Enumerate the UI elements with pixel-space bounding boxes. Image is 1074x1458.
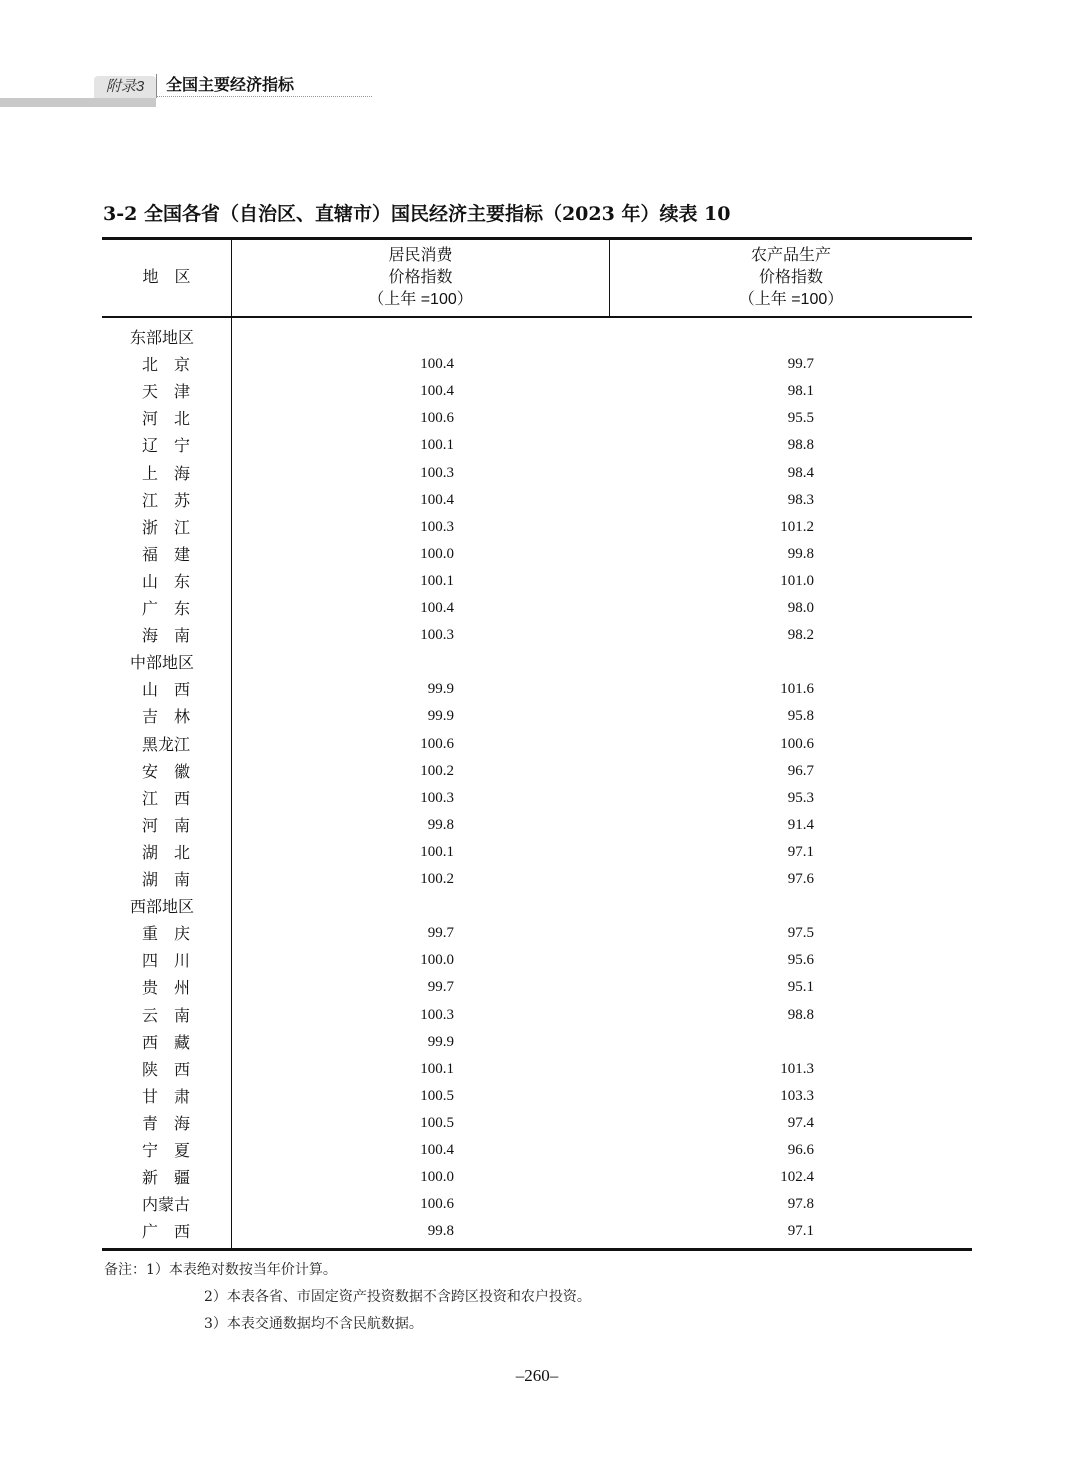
table-row (102, 1218, 972, 1245)
region-name: 上 海 (141, 463, 190, 483)
ppi-value: 97.6 (787, 871, 814, 887)
cpi-value: 100.4 (420, 356, 454, 373)
region-name: 青 海 (141, 1113, 190, 1133)
region-name: 陕 西 (141, 1059, 190, 1079)
region-name: 广 东 (141, 599, 190, 618)
cpi-value: 100.2 (420, 762, 454, 779)
region-name: 江 苏 (141, 490, 190, 510)
cpi-value: 100.1 (420, 1060, 454, 1077)
table-row (102, 920, 972, 947)
ppi-value: 101.3 (780, 1060, 814, 1077)
region-name: 河 北 (141, 409, 190, 429)
column-header-region-label: 地 区 (142, 269, 191, 286)
cpi-value: 100.6 (420, 1196, 454, 1213)
ppi-value: 95.6 (787, 952, 814, 969)
ppi-value: 98.4 (787, 464, 814, 481)
ppi-value: 97.1 (787, 843, 814, 860)
region-name: 黑龙江 (141, 734, 190, 754)
cpi-value: 100.4 (420, 491, 454, 508)
table-group-row (102, 649, 972, 676)
note-line: 3）本表交通数据均不含民航数据。 (204, 1316, 423, 1332)
appendix-label: 附录3 (94, 76, 156, 98)
table-title: 3-2 全国各省（自治区、直辖市）国民经济主要指标（2023 年）续表 10 (103, 203, 731, 225)
region-name: 宁 夏 (141, 1141, 190, 1160)
ppi-value: 91.4 (787, 816, 814, 833)
table-row (102, 460, 972, 487)
region-name: 西 藏 (141, 1032, 190, 1052)
ppi-value: 97.4 (787, 1114, 814, 1131)
ppi-value: 97.5 (787, 925, 814, 942)
region-name: 贵 州 (141, 978, 190, 998)
table-row (102, 432, 972, 459)
ppi-value: 97.8 (787, 1196, 814, 1213)
column-header-ppi-line: 农产品生产 (750, 247, 831, 264)
running-header (0, 72, 372, 112)
table-row (102, 974, 972, 1001)
ppi-value: 99.8 (787, 545, 814, 562)
table-row (102, 1110, 972, 1137)
ppi-value: 98.8 (787, 437, 814, 454)
cpi-value: 100.4 (420, 600, 454, 616)
table-group-row (102, 324, 972, 351)
table-row (102, 1083, 972, 1110)
cpi-value: 100.1 (420, 843, 454, 860)
table-row (102, 1164, 972, 1191)
page-number: –260– (515, 1366, 559, 1385)
cpi-value: 100.6 (420, 410, 454, 427)
ppi-value: 95.1 (787, 979, 814, 996)
table-row (102, 622, 972, 649)
table-row (102, 405, 972, 432)
table-row (102, 487, 972, 514)
column-header-cpi-line: 价格指数 (388, 269, 453, 286)
region-name: 吉 林 (141, 707, 190, 727)
ppi-value: 95.8 (787, 708, 814, 725)
column-header-ppi-line: （上年 =100） (738, 291, 844, 308)
region-name: 山 东 (141, 571, 190, 591)
region-name: 广 西 (141, 1222, 190, 1242)
table-row (102, 703, 972, 730)
ppi-value: 98.1 (787, 383, 814, 400)
table-row (102, 1137, 972, 1164)
ppi-value: 103.3 (780, 1087, 814, 1104)
cpi-value: 100.0 (420, 952, 454, 969)
table-row (102, 1191, 972, 1218)
ppi-value: 95.5 (787, 410, 814, 427)
cpi-value: 100.0 (420, 1169, 454, 1186)
region-name: 辽 宁 (141, 436, 190, 456)
column-header-cpi (232, 240, 609, 316)
table-group-row (102, 893, 972, 920)
table-row (102, 1056, 972, 1083)
cpi-value: 99.9 (427, 1033, 454, 1050)
cpi-value: 100.5 (420, 1114, 454, 1131)
header-bar (0, 98, 156, 107)
ppi-value: 99.7 (787, 356, 814, 373)
cpi-value: 99.7 (427, 979, 454, 996)
region-name: 天 津 (141, 382, 190, 402)
ppi-value: 101.0 (780, 572, 814, 589)
region-name: 云 南 (141, 1005, 190, 1025)
region-name: 西部地区 (130, 897, 195, 917)
cpi-value: 99.8 (427, 1223, 454, 1240)
column-header-ppi-line: 价格指数 (758, 269, 823, 286)
region-name: 新 疆 (141, 1168, 190, 1188)
cpi-value: 100.1 (420, 572, 454, 589)
cpi-value: 100.2 (420, 871, 454, 887)
note-line: 2）本表各省、市固定资产投资数据不含跨区投资和农户投资。 (204, 1289, 591, 1305)
cpi-value: 100.3 (420, 464, 454, 481)
table-row (102, 812, 972, 839)
ppi-value: 96.6 (787, 1142, 814, 1158)
cpi-value: 100.3 (420, 627, 454, 644)
ppi-value: 100.6 (780, 735, 814, 752)
region-name: 安 徽 (141, 761, 190, 781)
table-row (102, 1002, 972, 1029)
column-header-cpi-line: （上年 =100） (368, 291, 473, 308)
ppi-value: 97.1 (787, 1223, 814, 1240)
ppi-value: 98.3 (787, 491, 814, 508)
table-header-rule (102, 316, 972, 318)
region-name: 重 庆 (141, 924, 190, 944)
ppi-value: 98.8 (787, 1006, 814, 1023)
region-name: 浙 江 (141, 517, 190, 537)
region-name: 东部地区 (130, 328, 195, 347)
cpi-value: 100.1 (420, 437, 454, 454)
cpi-value: 100.6 (420, 735, 454, 752)
cpi-value: 100.3 (420, 518, 454, 535)
region-name: 北 京 (141, 355, 190, 375)
table-row (102, 378, 972, 405)
table-row (102, 351, 972, 378)
header-divider (156, 74, 157, 98)
region-name: 四 川 (141, 951, 190, 971)
region-name: 海 南 (141, 626, 190, 646)
table-row (102, 866, 972, 893)
table-row (102, 595, 972, 622)
ppi-value: 102.4 (780, 1169, 814, 1186)
column-header-cpi-line: 居民消费 (388, 247, 453, 264)
cpi-value: 100.3 (420, 789, 454, 806)
table-row (102, 758, 972, 785)
region-name: 湖 南 (141, 870, 190, 889)
region-name: 江 西 (141, 788, 190, 808)
section-title: 全国主要经济指标 (166, 77, 295, 94)
cpi-value: 100.0 (420, 545, 454, 562)
table-row (102, 514, 972, 541)
region-name: 山 西 (141, 680, 190, 700)
table-row (102, 731, 972, 758)
header-dotted-rule (156, 96, 372, 97)
ppi-value: 95.3 (787, 789, 814, 806)
table-bottom-rule (102, 1248, 972, 1251)
cpi-value: 99.9 (427, 708, 454, 725)
cpi-value: 100.4 (420, 1142, 454, 1158)
cpi-value: 100.3 (420, 1006, 454, 1023)
note-line: 备注：1）本表绝对数按当年价计算。 (104, 1262, 337, 1278)
table-row (102, 568, 972, 595)
table-row (102, 676, 972, 703)
region-name: 福 建 (141, 544, 190, 564)
ppi-value: 101.6 (780, 681, 814, 698)
region-name: 内蒙古 (141, 1195, 190, 1215)
table-row (102, 541, 972, 568)
cpi-value: 100.5 (420, 1087, 454, 1104)
cpi-value: 99.7 (427, 925, 454, 942)
column-header-region (102, 240, 231, 316)
region-name: 湖 北 (141, 842, 190, 862)
ppi-value: 101.2 (780, 518, 814, 535)
ppi-value: 98.0 (787, 600, 814, 616)
column-header-ppi (610, 240, 972, 316)
table-row (102, 947, 972, 974)
ppi-value: 98.2 (787, 627, 814, 644)
table-row (102, 785, 972, 812)
cpi-value: 99.9 (427, 681, 454, 698)
table-row (102, 839, 972, 866)
cpi-value: 100.4 (420, 383, 454, 400)
region-name: 河 南 (141, 815, 190, 835)
ppi-value: 96.7 (787, 762, 814, 779)
cpi-value: 99.8 (427, 816, 454, 833)
table-row (102, 1029, 972, 1056)
region-name: 甘 肃 (141, 1086, 190, 1106)
region-name: 中部地区 (130, 653, 195, 673)
